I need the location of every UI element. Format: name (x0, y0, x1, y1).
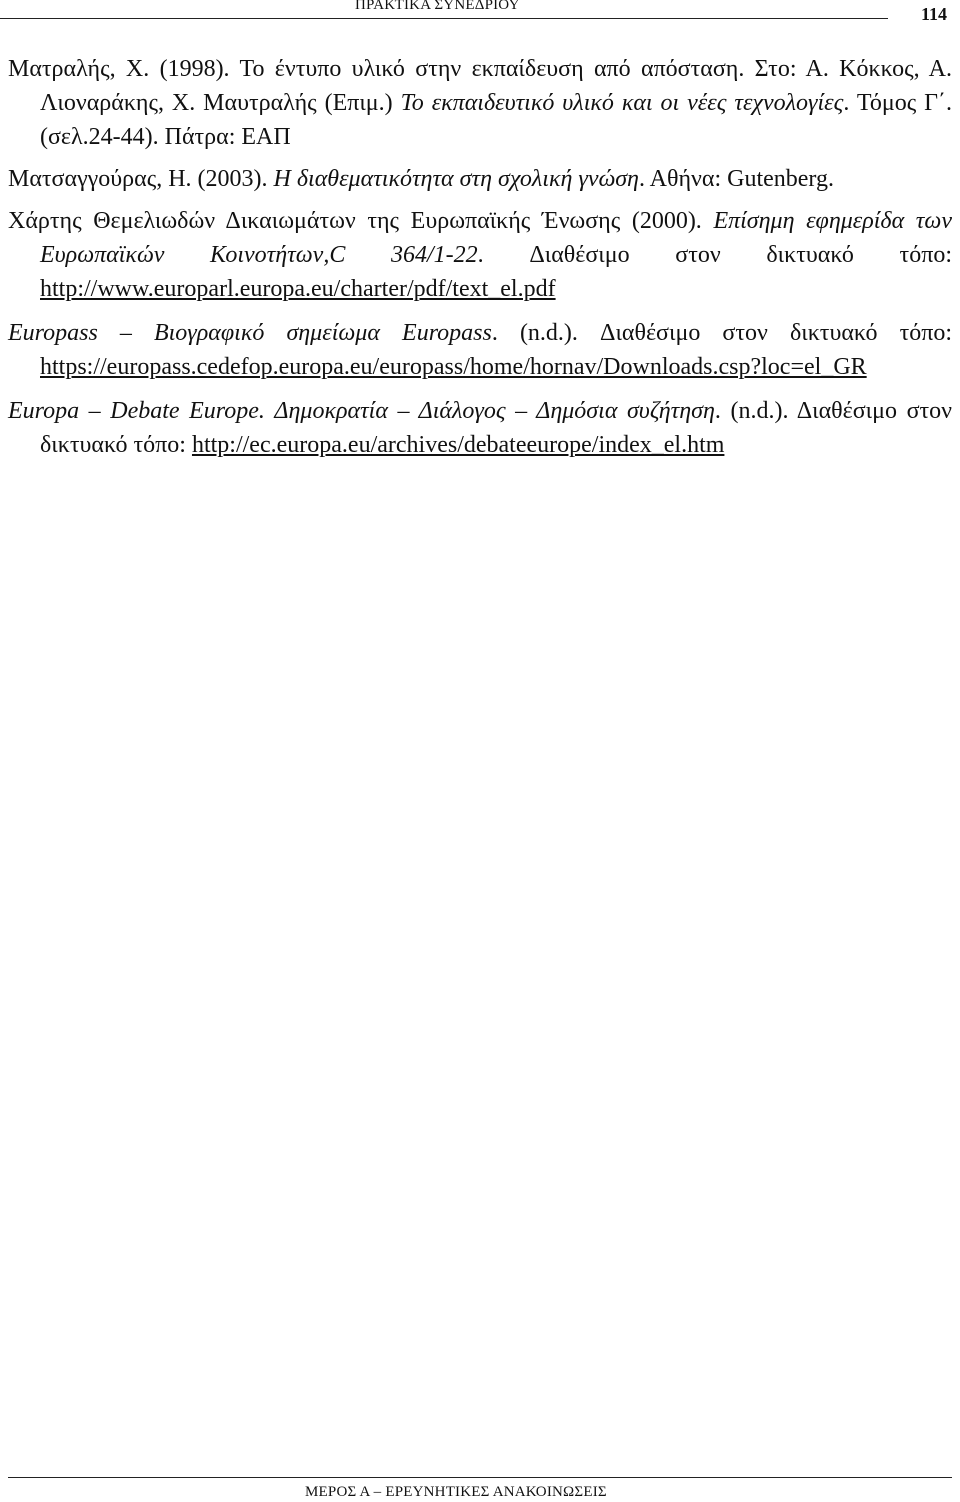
reference-text: . Τόμος Γ΄. (σελ.24-44). Πάτρα: ΕΑΠ (40, 90, 953, 150)
reference-text: Ματσαγγούρας, Η. (2003). (8, 166, 274, 192)
reference-text: . (n.d.). Διαθέσιμο στον δικτυακό τόπο: (491, 320, 952, 346)
page-number: 114 (921, 4, 948, 24)
reference-text: Ματραλής, Χ. (1998). Το έντυπο υλικό στην εκπαίδευση από απόσταση. Στο: Α. Κόκκος, Α. Λιοναράκης, Χ. Μαυτραλής (Επιμ.) (8, 56, 952, 116)
page-footer (0, 1468, 960, 1502)
reference-text: Χάρτης Θεμελιωδών Δικαιωμάτων της Ευρωπαϊκής Ένωσης (2000). (8, 208, 714, 234)
reference-title: Η διαθεματικότητα στη σχολική γνώση (273, 166, 639, 192)
reference-link[interactable]: http://ec.europa.eu/archives/debateeurope/index_el.htm (191, 432, 725, 458)
reference-text: . (n.d.). Διαθέσιμο στον δικτυακό τόπο: (40, 398, 953, 458)
reference-title: Το εκπαιδευτικό υλικό και οι νέες τεχνολογίες (400, 90, 844, 116)
footer-divider (8, 1477, 952, 1478)
reference-text: . Αθήνα: Gutenberg. (638, 166, 834, 192)
reference-title: Europass – Βιογραφικό σημείωμα Europass (8, 320, 492, 346)
running-header-title: ΠΡΑΚΤΙΚΑ ΣΥΝΕΔΡΙΟΥ (355, 0, 520, 13)
reference-entry-debate-europe (8, 394, 952, 462)
reference-link[interactable]: http://www.europarl.europa.eu/charter/pdf/text_el.pdf (40, 276, 556, 302)
header-divider (0, 18, 888, 19)
reference-entry-charter (8, 204, 952, 306)
reference-entry-matsaggouras (8, 162, 952, 196)
reference-link[interactable]: https://europass.cedefop.europa.eu/europass/home/hornav/Downloads.csp?loc=el_GR (40, 354, 867, 380)
page-header (0, 0, 960, 34)
reference-entry-europass (8, 316, 952, 384)
reference-list (8, 52, 952, 470)
footer-section-title: ΜΕΡΟΣ Α – ΕΡΕΥΝΗΤΙΚΕΣ ΑΝΑΚΟΙΝΩΣΕΙΣ (305, 1484, 607, 1500)
reference-text: . Διαθέσιμο στον δικτυακό τόπο: (477, 242, 952, 268)
reference-title: Europa – Debate Europe. Δημοκρατία – Διάλογος – Δημόσια συζήτηση (8, 398, 715, 424)
reference-entry-matralis (8, 52, 952, 154)
reference-title: Επίσημη εφημερίδα των Ευρωπαϊκών Κοινοτήτων,C 364/1-22 (40, 208, 952, 268)
